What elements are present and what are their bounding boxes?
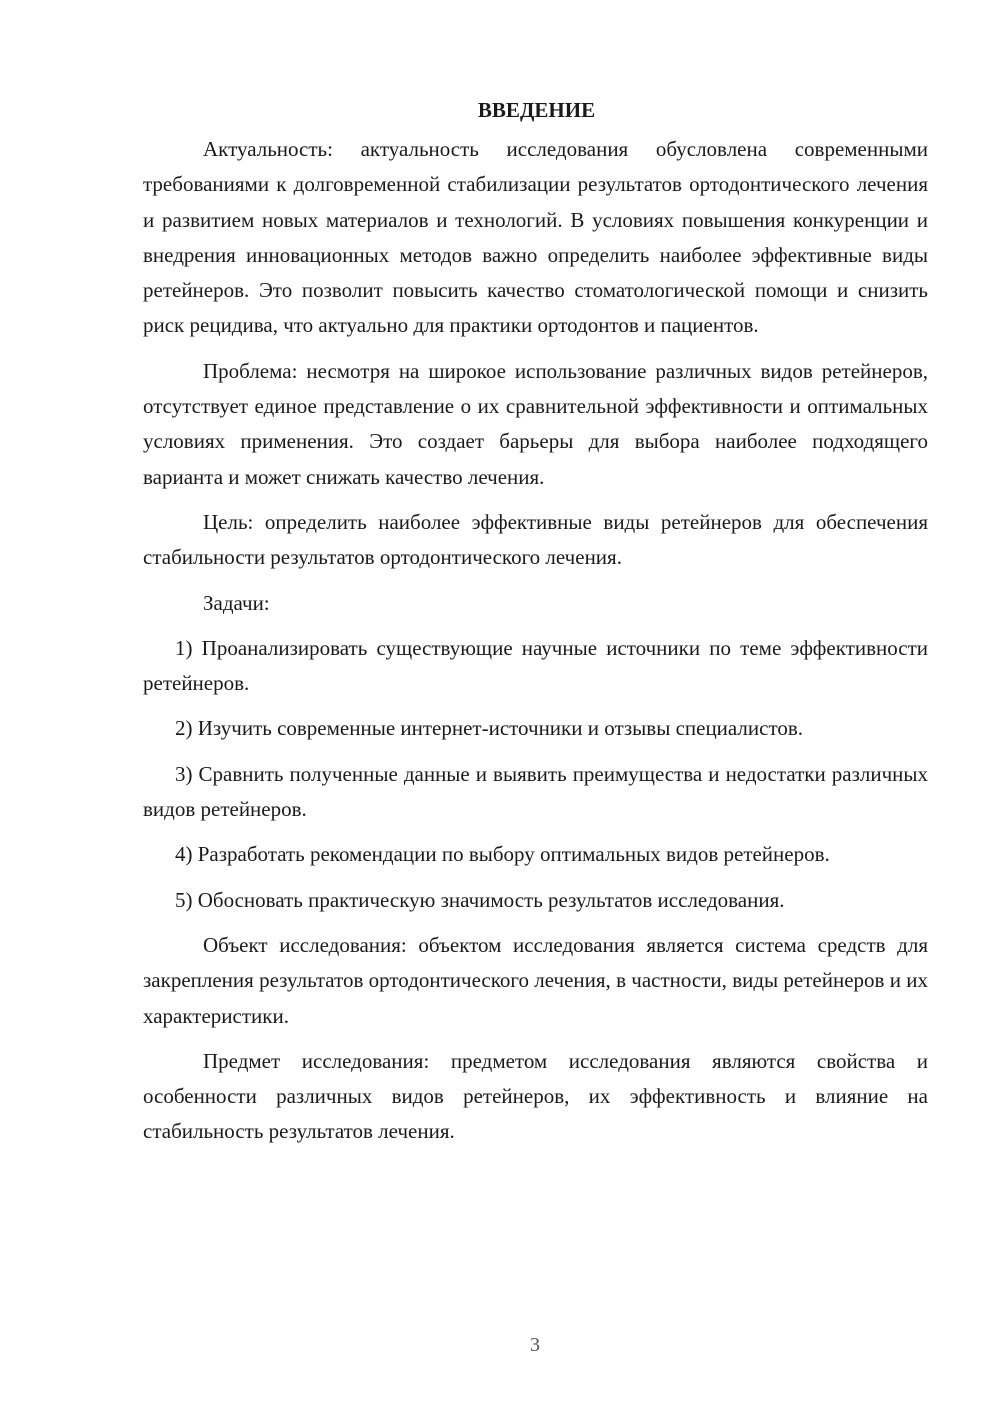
- list-item: 1) Проанализировать существующие научные источники по теме эффективности ретейнеров.: [143, 635, 928, 696]
- paragraph-subject: Предмет исследования: предметом исследования являются свойства и особенности различных видов ретейнеров, их эффективность и влияние на стабильность результатов лечения.: [143, 1048, 928, 1144]
- document-page: [143, 92, 928, 1160]
- tasks-heading: Задачи:: [203, 590, 270, 615]
- paragraph-relevance: Актуальность: актуальность исследования обусловлена современными требованиями к долговременной стабилизации результатов ортодонтического лечения и развитием новых материалов и технологий. В условиях повышения конкуренции и внедрения инновационных методов важно определить наиболее эффективные виды ретейнеров. Это позволит повысить качество стоматологической помощи и снизить риск рецидива, что актуально для практики ортодонтов и пациентов.: [143, 137, 928, 338]
- list-item: 4) Разработать рекомендации по выбору оптимальных видов ретейнеров.: [175, 842, 830, 867]
- page-number: 3: [530, 1334, 540, 1356]
- list-item: 2) Изучить современные интернет-источники и отзывы специалистов.: [175, 716, 804, 741]
- paragraph-object: Объект исследования: объектом исследования является система средств для закрепления результатов ортодонтического лечения, в частности, виды ретейнеров и их характеристики.: [143, 932, 928, 1028]
- page-title: ВВЕДЕНИЕ: [477, 98, 596, 122]
- list-item: 5) Обосновать практическую значимость результатов исследования.: [175, 887, 785, 912]
- paragraph-problem: Проблема: несмотря на широкое использование различных видов ретейнеров, отсутствует единое представление о их сравнительной эффективности и оптимальных условиях применения. Это создает барьеры для выбора наиболее подходящего варианта и может снижать качество лечения.: [143, 358, 928, 489]
- paragraph-goal: Цель: определить наиболее эффективные виды ретейнеров для обеспечения стабильности результатов ортодонтического лечения.: [143, 509, 928, 570]
- list-item: 3) Сравнить полученные данные и выявить преимущества и недостатки различных видов ретейнеров.: [143, 761, 928, 822]
- tasks-list: [143, 631, 928, 918]
